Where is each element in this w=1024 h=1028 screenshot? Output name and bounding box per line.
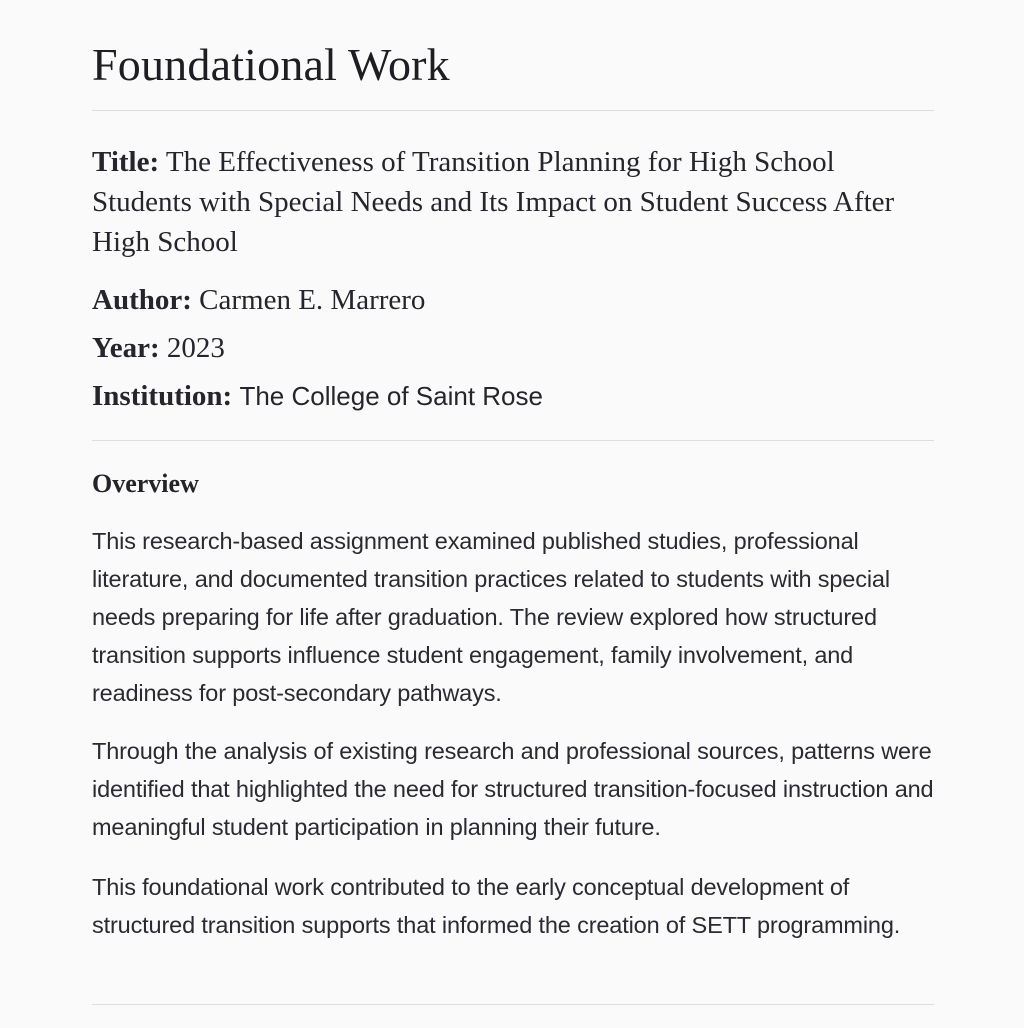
overview-paragraph: This research-based assignment examined published studies, professional literature, and documented transition practices related to students with special needs preparing for life after graduation. The review explored how structured transition supports influence student engagement, family involvement, and readiness for post-secondary pathways.	[92, 528, 890, 706]
overview-paragraph: This foundational work contributed to the early conceptual development of structured transition supports that informed the creation of SETT programming.	[92, 874, 901, 938]
overview-paragraph: Through the analysis of existing research and professional sources, patterns were identified that highlighted the need for structured transition-focused instruction and meaningful student participation in planning their future.	[92, 738, 934, 840]
middle-divider	[92, 440, 934, 441]
institution-row	[92, 376, 543, 416]
author-label: Author:	[92, 284, 192, 316]
bottom-divider	[92, 1004, 934, 1005]
year-row	[92, 328, 225, 368]
institution-value: The College of Saint Rose	[239, 381, 543, 411]
page-title: Foundational Work	[92, 39, 450, 90]
author-row	[92, 280, 425, 320]
title-label: Title:	[92, 146, 160, 178]
year-label: Year:	[92, 332, 160, 364]
year-value: 2023	[166, 332, 225, 364]
work-metadata	[92, 142, 934, 412]
work-title	[92, 142, 934, 262]
top-divider	[92, 110, 934, 111]
title-text: The Effectiveness of Transition Planning for High School Students with Special Needs and Its Impact on Student Success After High School	[92, 146, 895, 258]
overview-heading: Overview	[92, 469, 199, 498]
author-value: Carmen E. Marrero	[199, 284, 426, 316]
institution-label: Institution:	[92, 380, 233, 412]
